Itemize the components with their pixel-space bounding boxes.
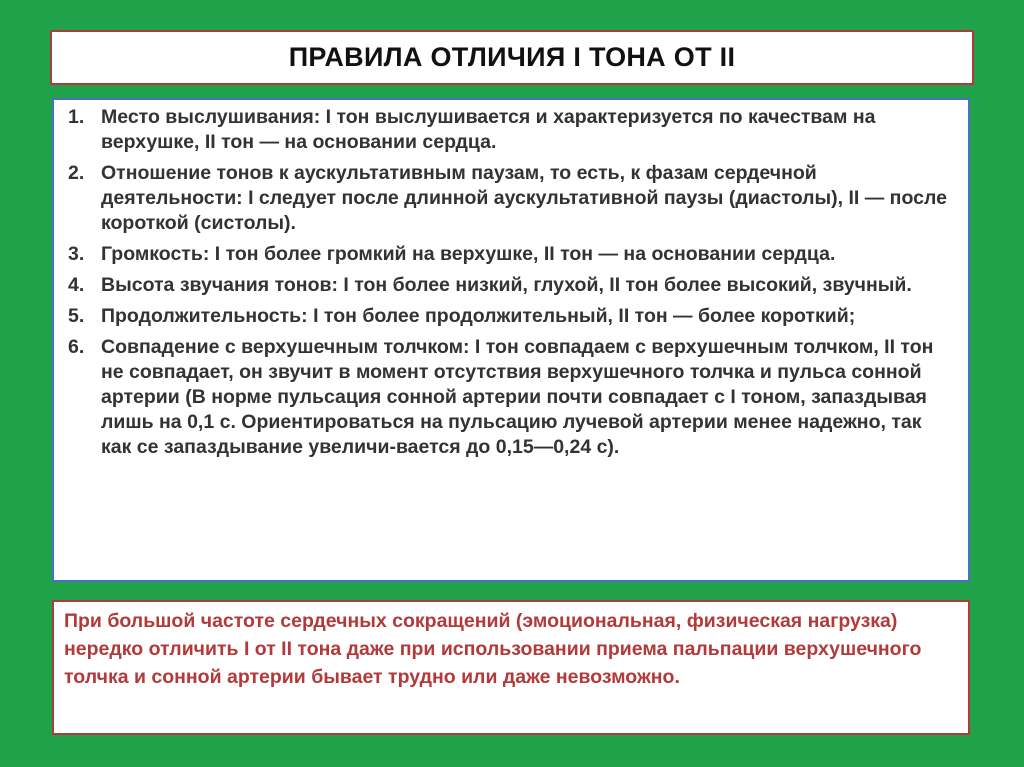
list-item <box>68 242 950 267</box>
page-title: ПРАВИЛА ОТЛИЧИЯ I ТОНА ОТ II <box>288 42 736 72</box>
list-item <box>68 161 950 236</box>
list-item-text: Громкость: I тон более громкий на верхушке, II тон — на основании сердца. <box>101 243 836 265</box>
list-item <box>68 335 950 460</box>
list-item-number: 4. <box>68 274 85 296</box>
list-item-number: 6. <box>68 336 85 358</box>
list-item-text: Продолжительность: I тон более продолжительный, II тон — более короткий; <box>101 305 856 327</box>
note-text: При большой частоте сердечных сокращений (эмоциональная, физическая нагрузка) нередко отличить I от II тона даже при использовании приема пальпации верхушечного толчка и сонной артерии бывает трудно или даже невозможно. <box>64 610 922 688</box>
list-item-number: 1. <box>68 106 85 128</box>
rules-list-box <box>52 98 970 582</box>
list-item <box>68 304 950 329</box>
list-item-number: 3. <box>68 243 85 265</box>
list-item-number: 2. <box>68 162 85 184</box>
list-item-text: Место выслушивания: I тон выслушивается и характеризуется по качествам на верхушке, II тон — на основании сердца. <box>101 106 876 153</box>
list-item-text: Высота звучания тонов: I тон более низкий, глухой, II тон более высокий, звучный. <box>101 274 912 296</box>
note-box <box>52 600 970 735</box>
list-item-number: 5. <box>68 305 85 327</box>
list-item-text: Совпадение с верхушечным толчком: I тон совпадаем с верхушечным толчком, II тон не совпадает, он звучит в момент отсутствия верхушечного толчка и пульса сонной артерии (В норме пульсация сонной артерии почти совпадает с I тоном, запаздывая лишь на 0,1 с. Ориентироваться на пульсацию лучевой артерии менее надежно, так как се запаздывание увеличи-вается до 0,15—0,24 с). <box>101 336 934 458</box>
title-box <box>50 30 974 85</box>
list-item <box>68 105 950 155</box>
list-item-text: Отношение тонов к аускультативным паузам, то есть, к фазам сердечной деятельности: I следует после длинной аускультативной паузы (диастолы), II — после короткой (систолы). <box>101 162 947 234</box>
list-item <box>68 273 950 298</box>
rules-list <box>68 105 950 460</box>
